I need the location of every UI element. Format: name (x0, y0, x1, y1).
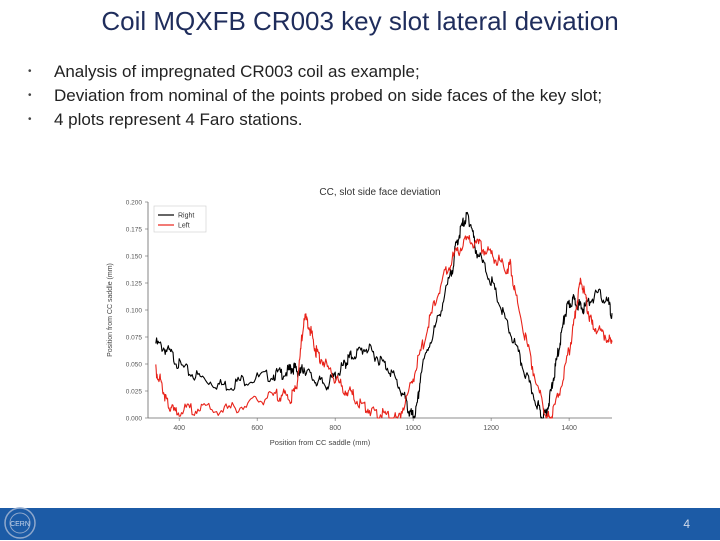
series-line-right (156, 212, 612, 418)
legend-label-left: Left (178, 222, 190, 230)
deviation-chart (100, 180, 620, 455)
page-number: 4 (683, 517, 690, 531)
chart-container (100, 180, 620, 455)
legend-label-right: Right (178, 212, 195, 220)
series-line-left (156, 236, 612, 419)
bullet-dot-icon: • (28, 90, 32, 101)
x-tick-label: 1400 (561, 425, 577, 432)
y-tick-label: 0.125 (125, 280, 142, 288)
bullet-text: 4 plots represent 4 Faro stations. (54, 110, 303, 129)
x-tick-label: 1200 (483, 425, 499, 432)
x-tick-label: 400 (173, 425, 186, 432)
y-tick-label: 0.175 (125, 226, 142, 234)
chart-title: CC, slot side face deviation (319, 187, 441, 198)
bullet-dot-icon: • (28, 66, 32, 77)
footer-bar (0, 508, 720, 540)
bullet-text: Deviation from nominal of the points probed on side faces of the key slot; (54, 86, 603, 105)
y-tick-label: 0.100 (125, 307, 142, 315)
cern-logo-icon (2, 505, 38, 541)
y-tick-label: 0.075 (125, 334, 142, 342)
bullet-item (22, 108, 602, 132)
x-axis-label: Position from CC saddle (mm) (269, 438, 371, 447)
slide-title: Coil MQXFB CR003 key slot lateral deviation (101, 6, 619, 36)
logo-text: CERN (10, 521, 30, 528)
x-tick-label: 1000 (405, 425, 421, 432)
y-tick-label: 0.150 (125, 253, 142, 261)
bullet-list (22, 60, 602, 132)
bullet-text: Analysis of impregnated CR003 coil as example; (54, 62, 420, 81)
x-tick-label: 600 (251, 425, 264, 432)
y-axis-label: Position from CC saddle (mm) (107, 263, 114, 357)
y-tick-label: 0.000 (125, 415, 142, 423)
bullet-dot-icon: • (28, 114, 32, 125)
y-tick-label: 0.025 (125, 388, 142, 396)
y-tick-label: 0.050 (125, 361, 142, 369)
y-tick-label: 0.200 (125, 199, 142, 207)
bullet-item (22, 60, 602, 84)
bullet-item (22, 84, 602, 108)
x-tick-label: 800 (329, 425, 342, 432)
